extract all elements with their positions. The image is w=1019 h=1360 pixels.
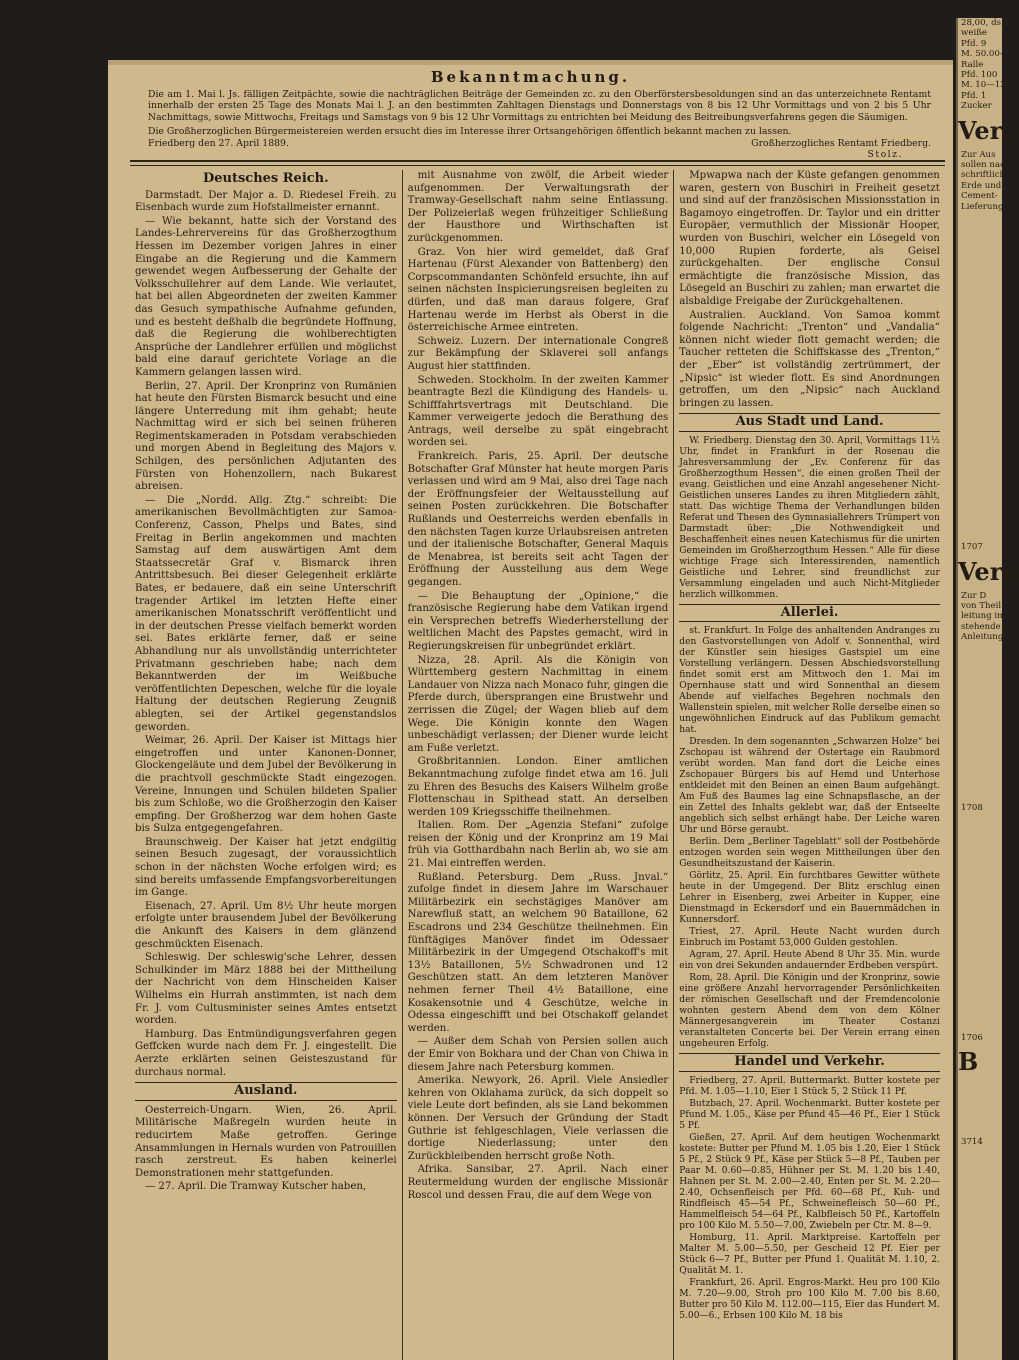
- announcement-footer: [148, 138, 931, 149]
- strip-fragment: leitung im: [961, 611, 1006, 622]
- strip-fragment: Pfd. 9: [961, 38, 987, 49]
- article-paragraph: Eisenach, 27. April. Um 8½ Uhr heute morgen erfolgte unter brausendem Jubel der Bevölkerung die Ankunft des Kaisers in dem glänzend geschmückten Eisenach.: [135, 900, 397, 950]
- article-paragraph: Rom, 28. April. Die Königin und der Kronprinz, sowie eine größere Anzahl hervorragender Persönlichkeiten der römischen Gesellschaft und der Fremdencolonie wohnten gestern Abend dem von dem Kölner Männergesangverein im Theater Costanzi veranstalteten Concerte bei. Der Verein errang einen ungeheuren Erfolg.: [679, 973, 940, 1050]
- strip-number-2: 1708: [961, 802, 983, 813]
- strip-fragment: Cement-: [961, 191, 998, 202]
- article-paragraph: Oesterreich-Ungarn. Wien, 26. April. Militärische Maßregeln wurden heute in reducirtem Maße getroffen. Geringe Ansammlungen in Hernals wurden von Patrouillen rasch zerstreut. Es haben keinerlei Demonstrationen mehr stattgefunden.: [135, 1104, 397, 1179]
- announcement-body: Die am 1. Mai l. Js. fälligen Zeitpächte, sowie die nachträglichen Beiträge der Gemeinden zc. zu den Oberförstersbesoldungen sind an das unterzeichnete Rentamt innerhalb der ersten 25 Tage des Monats Mai l. J. an den bestimmten Zahltagen Dienstags und Donnerstags von 8 bis 12 Uhr Vormittags und von 2 bis 5 Uhr Nachmittags, sowie Mittwochs, Freitags und Samstags von 9 bis 12 Uhr Vormittags zu entrichten bei Meidung des Beitreibungsverfahrens gegen die Säumigen.: [148, 89, 931, 123]
- strip-fragments-b: [958, 149, 1011, 212]
- strip-heading-b: Verg: [958, 556, 1019, 586]
- strip-fragment: Ralle: [961, 59, 984, 70]
- article-paragraph: Schweiz. Luzern. Der internationale Congreß zur Bekämpfung der Sklaverei soll anfangs August hier stattfinden.: [407, 335, 669, 372]
- article-paragraph: Mpwapwa nach der Küste gefangen genommen waren, gestern von Buschiri in Freiheit gesetzt und sind auf der französischen Missionsstation in Bagamoyo eingetroffen. Dr. Taylor und ein dritter Europäer, vermuthlich der Missionär Hooper, wurden von Buschiri, welcher ein Lösegeld von 10,000 Rupien forderte, als Geisel zurückgehalten. Der englische Consul ermächtigte die französische Mission, das Lösegeld an Buschiri zu zahlen; man erwartet die alsbaldige Freigabe der Zurückgehaltenen.: [679, 170, 940, 307]
- article-paragraph: Großbritannien. London. Einer amtlichen Bekanntmachung zufolge findet etwa am 16. Juli zu Ehren des Besuchs des Kaisers Wilhelm große Flottenschau in Spithead statt. An derselben werden 109 Kriegsschiffe theilnehmen.: [407, 756, 669, 818]
- article-paragraph: — Wie bekannt, hatte sich der Vorstand des Landes-Lehrervereins für das Großherzogthum Hessen im Dezember vorigen Jahres in einer Eingabe an die Regierung und die Kammern gewendet wegen Aufbesserung der Gehalte der Volksschullehrer auf dem Lande. Wie verlautet, hat bei allen Abgeordneten der zweiten Kammer das Gesuch sympathische Aufnahme gefunden, und es besteht deßhalb die begründete Hoffnung, daß die Regierung die wohlberechtigten Ansprüche der Landlehrer erfüllen und möglichst bald eine darauf gerichtete Vorlage an die Kammern gelangen lassen wird.: [135, 215, 397, 378]
- article-paragraph: Nizza, 28. April. Als die Königin von Württemberg gestern Nachmittag in einem Landauer von Nizza nach Monaco fuhr, gingen die Pferde durch, übersprangen eine Brustwehr und zerrissen die Zügel; der Wagen blieb auf dem Wege. Die Königin konnte den Wagen unbeschädigt verlassen; der Diener wurde leicht am Fuße verletzt.: [407, 654, 669, 754]
- article-paragraph: Gießen, 27. April. Auf dem heutigen Wochenmarkt kostete: Butter per Pfund M. 1.05 bis 1.20, Eier 1 Stück 5 Pf., 2 Stück 9 Pf., Käse per Stück 5—8 Pf., Tauben per Paar M. 0.60—0.85, Hühner per St. M. 1.20 bis 1.40, Hahnen per St. M. 2.00—2.40, Enten per St. M. 2.20—2.40, Ochsenfleisch per Pfd. 60—68 Pf., Kuh- und Rindfleisch 45—54 Pf., Schweinefleisch 50—60 Pf., Hammelfleisch 54—64 Pf., Kalbfleisch 50 Pf., Kartoffeln pro 100 Kilo M. 5.50—7.00, Zwiebeln per Ctr. M. 8—9.: [679, 1133, 940, 1232]
- section-heading: Ausland.: [135, 1082, 397, 1101]
- strip-number-4: 3714: [961, 1137, 983, 1148]
- article-paragraph: Italien. Rom. Der „Agenzia Stefani“ zufolge reisen der König und der Kronprinz am 19 Mai früh via Gotthardbahn nach Berlin ab, wo sie am 21. Mai eintreffen werden.: [407, 820, 669, 870]
- page-top-edge: [108, 60, 953, 65]
- article-paragraph: Görlitz, 25. April. Ein furchtbares Gewitter wüthete heute in der Umgegend. Der Blitz erschlug einen Lehrer in Eisenberg, zwei Arbeiter in Kupper, eine Dienstmagd in Eckersdorf und ein Bauernmädchen in Kunnersdorf.: [679, 871, 940, 926]
- strip-fragment: Zur D: [961, 590, 987, 601]
- article-paragraph: Darmstadt. Der Major a. D. Riedesel Freih. zu Eisenbach wurde zum Hofstallmeister ernannt.: [135, 189, 397, 214]
- article-paragraph: — 27. April. Die Tramway Kutscher haben,: [145, 1181, 367, 1193]
- article-paragraph: Schweden. Stockholm. In der zweiten Kammer beantragte Bezl die Kündigung des Handels- u. Schifffahrtsvertrags mit Deutschland. Die Kammer verweigerte jedoch die Berathung des Antrags, weil derselbe zu spät eingebracht worden sei.: [407, 374, 669, 449]
- strip-fragment: Anleitung: [961, 632, 1004, 643]
- strip-fragments-c: [958, 590, 1006, 643]
- strip-fragment: stehende: [961, 621, 1001, 632]
- strip-fragment: weiße: [961, 28, 988, 39]
- article-paragraph: st. Frankfurt. In Folge des anhaltenden Andranges zu den Gastvorstellungen von Adolf v. Sonnenthal, wird der Künstler sein hiesiges Gastspiel um eine Vorstellung verlängern. Dessen Abschiedsvorstellung findet somit erst am Mittwoch den 1. Mai im Opernhause statt und wird Sonnenthal an diesem Abende auf vielfaches Begehren nochmals den Wallenstein spielen, mit welcher Rolle derselbe einen so ungewöhnlichen Eindruck auf das Publikum gemacht hat.: [679, 626, 940, 736]
- strip-fragment: M. 50.00-: [961, 49, 1003, 60]
- article-paragraph: Australien. Auckland. Von Samoa kommt folgende Nachricht: „Trenton“ und „Vandalia“ können nicht wieder flott gemacht werden; die Taucher retteten die Schiffskasse des „Trenton,“ der „Eber“ ist vollständig zertrümmert, der „Nipsic“ ist wieder flott. Es sind Anordnungen getroffen, um den „Nipsic“ nach Auckland bringen zu lassen.: [679, 309, 940, 409]
- announcement-note: Die Großherzoglichen Bürgermeistereien werden ersucht dies im Interesse ihrer Ortsangehörigen öffentlich bekannt machen zu lassen.: [148, 126, 792, 138]
- announcement-title: Bekanntmachung.: [430, 68, 631, 86]
- strip-fragment: schriftliche: [961, 170, 1011, 181]
- strip-fragments-a: [958, 18, 1009, 112]
- article-paragraph: W. Friedberg. Dienstag den 30. April, Vormittags 11½ Uhr, findet in Frankfurt in der Rosenau die Jahresversammlung der „Ev. Conferenz für das Großherzogthum Hessen“, die einen großen Theil der evang. Geistlichen und eine Anzahl angesehener Nicht-Geistlichen unseres Landes zu ihren Mitgliedern zählt, statt. Das wichtige Thema der Verhandlungen bilden Referat und Thesen des Gymnasiallehrers Trümpert von Darmstadt über: „Die Nothwendigkeit und Beschaffenheit eines neuen Katechismus für die unirten Gemeinden im Großherzogthum Hessen.“ Alle für diese wichtige Frage sich Interessirenden, namentlich Geistliche und Lehrer, sind freundlichst zur Versammlung eingeladen und auch Nicht-Mitglieder herzlich willkommen.: [679, 435, 940, 600]
- strip-fragment: Erde und: [961, 180, 1002, 191]
- strip-heading-a: Verg: [958, 115, 1019, 145]
- announcement-place-date: Friedberg den 27. April 1889.: [148, 137, 289, 149]
- section-divider: [130, 160, 945, 166]
- column-2: [402, 170, 674, 1360]
- article-columns: [130, 170, 945, 1360]
- section-heading: Handel und Verkehr.: [679, 1053, 940, 1072]
- strip-fragment: Zucker: [961, 101, 992, 112]
- strip-fragment: Lieferung: [961, 201, 1004, 212]
- article-paragraph: Dresden. In dem sogenannten „Schwarzen Holze“ bei Zschopau ist während der Ostertage ein Raubmord verübt worden. Man fand dort die Leiche eines Zschopauer Bürgers bis auf Hemd und Unterhose entkleidet mit den Beinen an einen Baum aufgehängt. Am Fuß des Baumes lag eine Schnapsflasche, an der ein Zettel des Inhalts geklebt war, daß der Entseelte angeblich sich selbst erhängt habe. Der Leiche waren Uhr und Börse geraubt.: [679, 737, 940, 836]
- article-paragraph: Braunschweig. Der Kaiser hat jetzt endgiltig seinen Besuch zugesagt, der voraussichtlich schon in der nächsten Woche erfolgen wird; es sind bereits umfassende Empfangsvorbereitungen im Gange.: [135, 836, 397, 899]
- strip-fragment: Pfd. 1: [961, 90, 987, 101]
- announcement-signature: Stolz.: [867, 149, 903, 161]
- article-paragraph: Hamburg. Das Entmündigungsverfahren gegen Geffcken wurde nach dem Fr. J. eingestellt. Die Aerzte erklärten seinen Geisteszustand für durchaus normal.: [135, 1028, 397, 1078]
- strip-fragment: sollen nach: [961, 160, 1011, 171]
- section-heading: Deutsches Reich.: [202, 171, 329, 186]
- article-paragraph: — Außer dem Schah von Persien sollen auch der Emir von Bokhara und der Chan von Chiwa in diesem Jahre nach Petersburg kommen.: [407, 1036, 669, 1073]
- column-3: [673, 170, 945, 1360]
- article-paragraph: Graz. Von hier wird gemeldet, daß Graf Hartenau (Fürst Alexander von Battenberg) den Corpscommandanten Schönfeld ersuchte, ihn auf seinen nächsten Inspicierungsreisen begleiten zu dürfen, und daß man daraus folgere, Graf Hartenau werde im Herbst als Oberst in die österreichische Armee eintreten.: [407, 246, 669, 334]
- article-paragraph: Agram, 27. April. Heute Abend 8 Uhr 35. Min. wurde ein von drei Sekunden andauernder Erdbeben verspürt.: [679, 950, 940, 972]
- article-paragraph: Rußland. Petersburg. Dem „Russ. Jnval.“ zufolge findet in diesem Jahre im Warschauer Militärbezirk ein sechstägiges Manöver am Narewfluß statt, an welchem 90 Bataillone, 62 Escadrons und 234 Geschütze theilnehmen. Ein fünftägiges Manöver findet im Odessaer Militärbezirk in der Umgegend Otschakoff's mit 13½ Bataillonen, 5½ Schwadronen und 12 Geschützen statt. An dem letzteren Manöver nehmen ferner Theil 4½ Bataillone, eine Kosakensotnie und 4 Geschütze, welche in Odessa eingeschifft und bei Otschakoff gelandet werden.: [407, 871, 669, 1034]
- article-paragraph: Berlin. Dem „Berliner Tageblatt“ soll der Postbehörde entzogen worden sein wegen Mittheilungen über den Gesundheitszustand der Kaiserin.: [679, 837, 940, 870]
- article-paragraph: Homburg, 11. April. Marktpreise. Kartoffeln per Malter M. 5.00—5.50, per Gescheid 12 Pf. Eier per Stück 6—7 Pf., Butter per Pfund 1. Qualität M. 1.10, 2. Qualität M. 1.: [679, 1233, 940, 1277]
- article-paragraph: Friedberg, 27. April. Buttermarkt. Butter kostete per Pfd. M. 1.05—1.10, Eier 1 Stück 5, 2 Stück 11 Pf.: [679, 1076, 940, 1098]
- article-paragraph: Frankfurt, 26. April. Engros-Markt. Heu pro 100 Kilo M. 7.20—9.00, Stroh pro 100 Kilo M. 7.00 bis 8.60, Butter pro 50 Kilo M. 112.00—115, Eier das Hundert M. 5.00—6., Erbsen 100 Kilo M. 18 bis: [679, 1278, 940, 1322]
- newspaper-page: [108, 60, 953, 1360]
- strip-fragment: Pfd. 100: [961, 70, 998, 81]
- strip-fragment: M. 10—12,: [961, 80, 1009, 91]
- article-paragraph: Afrika. Sansibar, 27. April. Nach einer Reutermeldung wurden der englische Missionär Roscol und dessen Frau, die auf dem Wege von: [407, 1164, 669, 1201]
- article-paragraph: Berlin, 27. April. Der Kronprinz von Rumänien hat heute den Fürsten Bismarck besucht und eine längere Unterredung mit ihm gehabt; heute Nachmittag wird er sich bei seinen früheren Regimentskameraden in Potsdam verabschieden und morgen Abend in Begleitung des Majors v. Schilgen, des persönlichen Adjutanten des Fürsten von Hohenzollern, nach Bukarest abreisen.: [135, 380, 397, 493]
- strip-fragment: Zur Aus: [961, 149, 996, 160]
- article-paragraph: Amerika. Newyork, 26. April. Viele Ansiedler kehren von Oklahama zurück, da sich doppelt so viele Leute dort befinden, als sie Land bekommen können. Der Versuch der Gründung der Stadt Guthrie ist fehlgeschlagen, Viele verlassen die dortige Niederlassung; unter den Zurückbleibenden herrscht große Noth.: [407, 1075, 669, 1162]
- announcement-office: Großherzogliches Rentamt Friedberg.: [751, 137, 931, 149]
- article-paragraph: Weimar, 26. April. Der Kaiser ist Mittags hier eingetroffen und unter Kanonen-Donner, Glockengeläute und dem Jubel der Bevölkerung in die prachtvoll geschmückte Stadt eingezogen. Vereine, Innungen und Schulen bildeten Spalier bis zum Schloße, wo die Großherzogin den Kaiser empfing. Der Großherzog war dem hohen Gaste bis Sulza entgegengefahren.: [135, 735, 397, 835]
- article-paragraph: — Die Behauptung der „Opinione,“ die französische Regierung habe dem Vatikan irgend ein Versprechen betreffs Wiederherstellung der weltlichen Macht des Papstes gemacht, wird in Regierungskreisen für unbegründet erklärt.: [407, 590, 669, 652]
- article-paragraph: Frankreich. Paris, 25. April. Der deutsche Botschafter Graf Münster hat heute morgen Paris verlassen und wird am 9 Mai, also drei Tage nach der Eröffnungsfeier der Weltausstellung auf seinen Posten zurückkehren. Die Botschafter Rußlands und Oesterreichs werden ebenfalls in den nächsten Tagen kurze Urlaubsreisen antreten und der italienische Botschafter, General Maquis de Menabrea, ist bereits seit acht Tagen der Eröffnung der Ausstellung aus dem Wege gegangen.: [407, 451, 669, 588]
- strip-fragment: von Theil: [961, 600, 1002, 611]
- article-paragraph: mit Ausnahme von zwölf, die Arbeit wieder aufgenommen. Der Verwaltungsrath der Tramway-Gesellschaft nahm seine Entlassung. Der Polizeierlaß wegen frühzeitiger Schließung der Hausthore und Wirthschaften ist zurückgenommen.: [407, 170, 669, 244]
- strip-number-3: 1706: [961, 1032, 983, 1043]
- strip-number-1: 1707: [961, 542, 983, 553]
- section-heading: Allerlei.: [679, 604, 940, 623]
- column-1: [130, 170, 402, 1360]
- article-paragraph: Butzbach, 27. April. Wochenmarkt. Butter kostete per Pfund M. 1.05., Käse per Pfund 45—46 Pf., Eier 1 Stück 5 Pf.: [679, 1099, 940, 1132]
- article-paragraph: Schleswig. Der schleswig'sche Lehrer, dessen Schulkinder im März 1888 bei der Mittheilung der Nachricht von dem Hinscheiden Kaiser Wilhelms ein Hurrah anstimmten, ist nach dem Fr. J. vom Cultusminister seines Amtes entsetzt worden.: [135, 952, 397, 1027]
- strip-fragment: 28,00, ds: [961, 18, 1001, 28]
- strip-heading-c: B: [958, 1047, 979, 1077]
- section-heading: Aus Stadt und Land.: [679, 413, 940, 432]
- article-paragraph: — Die „Nordd. Allg. Ztg.“ schreibt: Die amerikanischen Bevollmächtigten zur Samoa-Conferenz, Casson, Phelps und Bates, sind Freitag in Berlin angekommen und machten Samstag auf dem auswärtigen Amt dem Staatssecretär Graf v. Bismarck ihren Antrittsbesuch. Bei dieser Gelegenheit erklärte Bates, er bedauere, daß ein seine Unterschrift tragender Artikel im letzten Hefte einer amerikanischen Monatsschrift veröffentlicht und in der deutschen Presse vielfach bemerkt worden sei. Bates erklärte ferner, daß er seine Abhandlung nur als unvollständig unterrichteter Privatmann geschrieben habe; nach dem Bekanntwerden der im Weißbuche veröffentlichten Depeschen, welche für die loyale Haltung der deutschen Regierung Zeugniß ablegten, sei der Artikel gegenstandslos geworden.: [135, 494, 397, 733]
- adjacent-page-strip: [956, 18, 1019, 1360]
- article-paragraph: Triest, 27. April. Heute Nacht wurden durch Einbruch im Postamt 53,000 Gulden gestohlen.: [679, 927, 940, 949]
